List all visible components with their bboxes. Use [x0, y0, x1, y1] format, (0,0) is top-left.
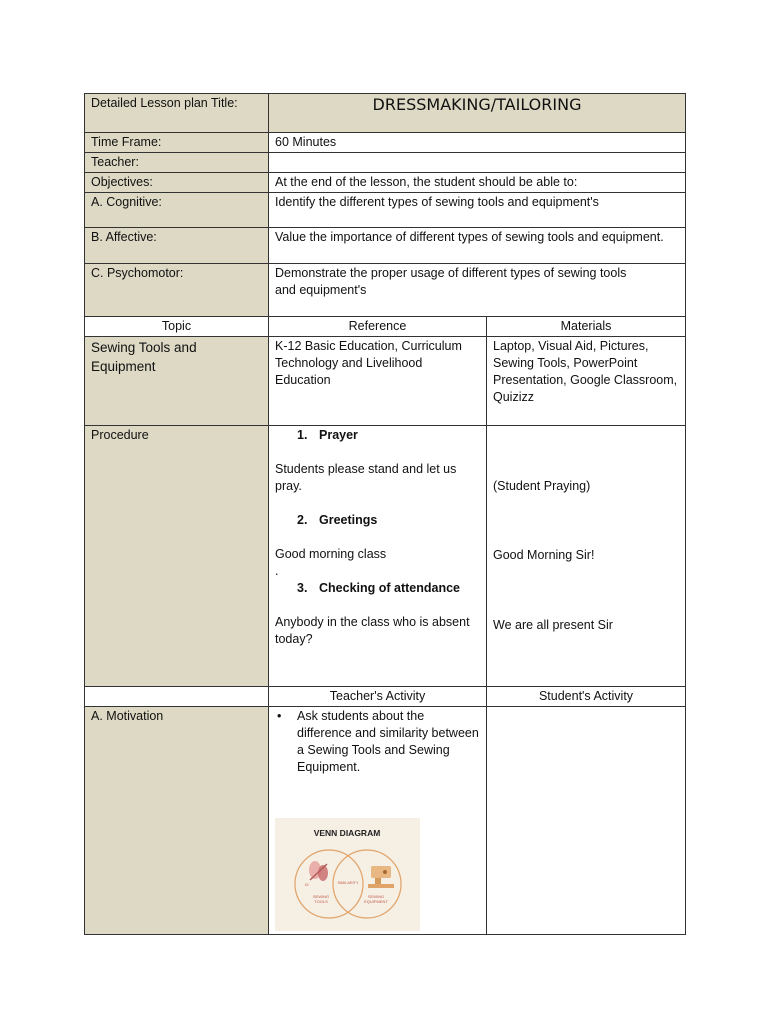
lesson-title: DRESSMAKING/TAILORING: [269, 94, 686, 133]
cognitive-value: Identify the different types of sewing tools and equipment's: [269, 193, 686, 228]
step-attendance-student: We are all present Sir: [493, 618, 613, 632]
venn-left-label-2: TOOLS: [314, 899, 328, 904]
activity-header-row: [85, 687, 686, 707]
venn-center-label: SIMILARITY: [337, 881, 359, 885]
title-row: [85, 94, 686, 133]
psychomotor-value: [269, 264, 686, 317]
reference-header: Reference: [269, 317, 487, 337]
motivation-text: Ask students about the difference and similarity between a Sewing Tools and Sewing Equipment.: [297, 709, 479, 774]
materials-cell: Laptop, Visual Aid, Pictures, Sewing Tools, PowerPoint Presentation, Google Classroom, Quizizz: [487, 337, 686, 426]
teacher-row: [85, 153, 686, 173]
step-number: 2.: [297, 513, 308, 527]
venn-left-label-1: SEWING: [312, 894, 330, 899]
time-frame-row: [85, 133, 686, 153]
step-title: Checking of attendance: [319, 581, 460, 595]
motivation-row: [85, 707, 686, 935]
affective-row: [85, 228, 686, 264]
title-label: Detailed Lesson plan Title:: [85, 94, 269, 133]
psychomotor-line-1: Demonstrate the proper usage of different types of sewing tools: [275, 266, 627, 280]
cognitive-label: A. Cognitive:: [85, 193, 269, 228]
step-title: Prayer: [319, 428, 358, 442]
venn-diagram-graphic: [275, 818, 420, 931]
lesson-plan-table: [84, 93, 686, 935]
motivation-teacher-cell: [269, 707, 487, 935]
psychomotor-label: C. Psychomotor:: [85, 264, 269, 317]
topic-header: Topic: [85, 317, 269, 337]
step-greetings-teacher: Good morning class: [275, 547, 387, 561]
objectives-label: Objectives:: [85, 173, 269, 193]
step-prayer-student: (Student Praying): [493, 479, 591, 493]
motivation-label: A. Motivation: [85, 707, 269, 935]
step-greetings-student: Good Morning Sir!: [493, 548, 595, 562]
psychomotor-line-2: and equipment's: [275, 283, 367, 297]
student-activity-header: Student's Activity: [487, 687, 686, 707]
procedure-label: Procedure: [85, 426, 269, 687]
step-prayer-teacher: Students please stand and let us pray.: [275, 462, 457, 493]
venn-title: VENN DIAGRAM: [313, 828, 381, 838]
objectives-row: [85, 173, 686, 193]
time-frame-value: 60 Minutes: [269, 133, 686, 153]
time-frame-label: Time Frame:: [85, 133, 269, 153]
sewing-machine-icon: [368, 866, 394, 888]
bullet-icon: •: [277, 709, 282, 723]
topic-row: [85, 337, 686, 426]
materials-header: Materials: [487, 317, 686, 337]
cognitive-row: [85, 193, 686, 228]
motivation-bullet-item: [275, 708, 480, 776]
step-attendance-teacher: Anybody in the class who is absent today?: [275, 615, 470, 646]
topic-cell: Sewing Tools and Equipment: [85, 337, 269, 426]
teacher-activity-header: Teacher's Activity: [269, 687, 487, 707]
step-number: 1.: [297, 428, 308, 442]
objectives-value: At the end of the lesson, the student should be able to:: [269, 173, 686, 193]
reference-cell: K-12 Basic Education, Curriculum Technology and Livelihood Education: [269, 337, 487, 426]
step-title: Greetings: [319, 513, 378, 527]
activity-header-blank: [85, 687, 269, 707]
venn-diagram-image: [275, 818, 420, 931]
venn-left-small: DI: [305, 883, 309, 887]
step-greetings-heading: [275, 512, 480, 529]
stray-period: .: [275, 564, 279, 578]
procedure-student-cell: [487, 426, 686, 687]
teacher-label: Teacher:: [85, 153, 269, 173]
venn-right-label-2: EQUIPMENT: [364, 899, 388, 904]
teacher-value: [269, 153, 686, 173]
venn-right-label-1: SEWING: [367, 894, 385, 899]
step-number: 3.: [297, 581, 308, 595]
lesson-plan-document: [84, 93, 685, 935]
column-header-row: [85, 317, 686, 337]
step-attendance-heading: [275, 580, 480, 597]
affective-value: Value the importance of different types of sewing tools and equipment.: [269, 228, 686, 264]
psychomotor-row: [85, 264, 686, 317]
step-prayer-heading: [275, 427, 480, 444]
affective-label: B. Affective:: [85, 228, 269, 264]
procedure-row: [85, 426, 686, 687]
procedure-teacher-cell: [269, 426, 487, 687]
motivation-student-cell: [487, 707, 686, 935]
